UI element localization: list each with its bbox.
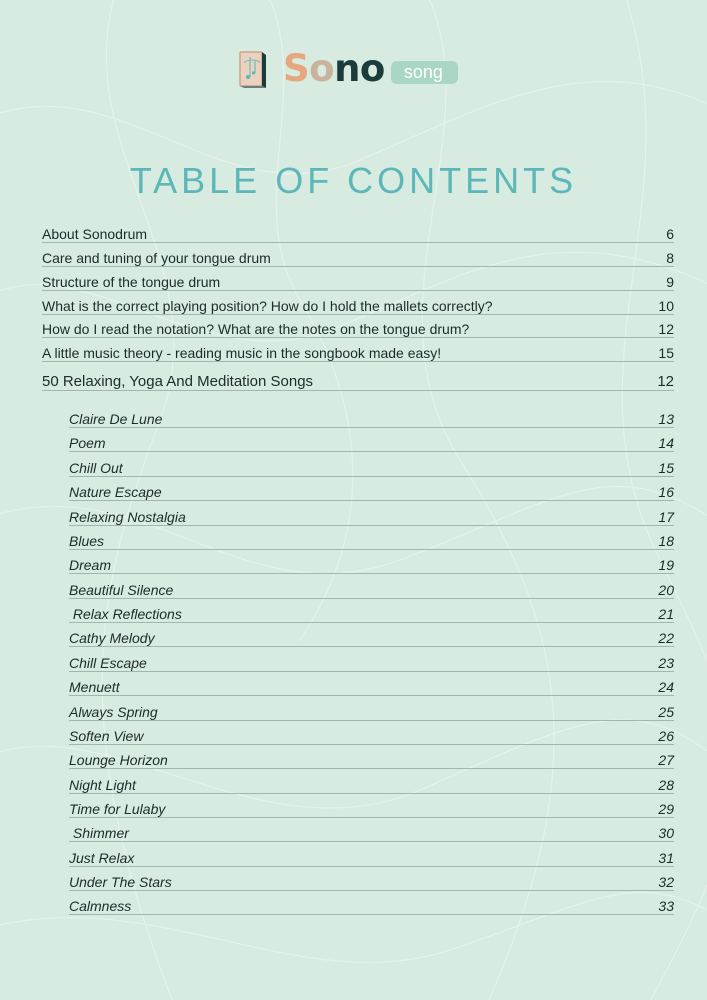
toc-song-page: 19	[658, 557, 674, 573]
toc-song-label: Shimmer	[69, 825, 129, 841]
brand-letters-no: no	[334, 47, 385, 90]
toc-song-page: 16	[658, 484, 674, 500]
toc-song-label: Cathy Melody	[69, 630, 155, 646]
toc-song-label: Poem	[69, 435, 106, 451]
toc-entry[interactable]	[42, 294, 674, 315]
toc-song-entry[interactable]	[69, 578, 674, 599]
toc-song-entry[interactable]	[69, 602, 674, 623]
toc-song-entry[interactable]	[69, 748, 674, 769]
toc-song-page: 24	[658, 679, 674, 695]
toc-entry[interactable]	[42, 270, 674, 291]
toc-song-page: 32	[658, 874, 674, 890]
toc-song-label: Dream	[69, 557, 112, 573]
toc-song-page: 33	[658, 898, 674, 914]
toc-song-entry[interactable]	[69, 846, 674, 867]
toc-entry-page: 15	[658, 345, 674, 361]
toc-entry-page: 10	[658, 298, 674, 314]
toc-song-label: Claire De Lune	[69, 411, 163, 427]
toc-song-label: Lounge Horizon	[69, 752, 168, 768]
toc-song-label: Time for Lulaby	[69, 801, 166, 817]
toc-section-page: 12	[657, 373, 674, 390]
toc-entry-page: 8	[666, 250, 674, 266]
toc-song-page: 28	[658, 777, 674, 793]
toc-entry[interactable]	[42, 246, 674, 267]
toc-song-page: 30	[658, 825, 674, 841]
brand-letter-s: S	[283, 47, 310, 90]
toc-song-page: 23	[658, 655, 674, 671]
toc-song-label: Blues	[69, 533, 105, 549]
toc-song-label: Relax Reflections	[69, 606, 182, 622]
toc-song-label: Calmness	[69, 898, 132, 914]
toc-song-label: Night Light	[69, 777, 136, 793]
toc-song-entry[interactable]	[69, 626, 674, 647]
brand-letter-o: o	[309, 47, 335, 90]
toc-song-label: Chill Out	[69, 460, 123, 476]
toc-entry[interactable]	[42, 341, 674, 362]
toc-song-entry[interactable]	[69, 894, 674, 915]
table-of-contents	[42, 0, 674, 1000]
toc-song-page: 25	[658, 704, 674, 720]
toc-song-page: 18	[658, 533, 674, 549]
toc-song-label: Chill Escape	[69, 655, 147, 671]
toc-song-label: Soften View	[69, 728, 144, 744]
toc-song-entry[interactable]	[69, 456, 674, 477]
toc-entry-label: Structure of the tongue drum	[42, 274, 221, 290]
toc-song-page: 20	[658, 582, 674, 598]
toc-song-entry[interactable]	[69, 773, 674, 794]
toc-song-page: 17	[658, 509, 674, 525]
toc-song-page: 26	[658, 728, 674, 744]
page-title: TABLE OF CONTENTS	[129, 160, 578, 202]
toc-entry-page: 9	[666, 274, 674, 290]
toc-song-label: Under The Stars	[69, 874, 172, 890]
toc-song-entry[interactable]	[69, 651, 674, 672]
toc-song-entry[interactable]	[69, 431, 674, 452]
toc-song-entry[interactable]	[69, 505, 674, 526]
toc-song-label: Beautiful Silence	[69, 582, 174, 598]
toc-song-label: Menuett	[69, 679, 120, 695]
toc-entry-label: How do I read the notation? What are the notes on the tongue drum?	[42, 321, 470, 337]
toc-song-page: 27	[658, 752, 674, 768]
toc-song-page: 15	[658, 460, 674, 476]
toc-song-entry[interactable]	[69, 407, 674, 428]
toc-song-label: Always Spring	[69, 704, 158, 720]
toc-song-entry[interactable]	[69, 700, 674, 721]
toc-entry-label: A little music theory - reading music in the songbook made easy!	[42, 345, 442, 361]
toc-song-entry[interactable]	[69, 724, 674, 745]
toc-song-page: 31	[658, 850, 674, 866]
toc-entry[interactable]	[42, 317, 674, 338]
toc-song-entry[interactable]	[69, 553, 674, 574]
toc-entry-label: Care and tuning of your tongue drum	[42, 250, 271, 266]
toc-entry-page: 12	[658, 321, 674, 337]
toc-song-entry[interactable]	[69, 797, 674, 818]
toc-entry-page: 6	[666, 226, 674, 242]
toc-song-page: 14	[658, 435, 674, 451]
toc-song-page: 22	[658, 630, 674, 646]
toc-song-entry[interactable]	[69, 821, 674, 842]
toc-song-page: 29	[658, 801, 674, 817]
toc-song-label: Nature Escape	[69, 484, 162, 500]
toc-song-entry[interactable]	[69, 870, 674, 891]
toc-song-entry[interactable]	[69, 480, 674, 501]
toc-song-page: 13	[658, 411, 674, 427]
toc-song-label: Just Relax	[69, 850, 135, 866]
toc-entry-label: What is the correct playing position? How do I hold the mallets correctly?	[42, 298, 493, 314]
toc-entry[interactable]	[42, 222, 674, 243]
toc-song-entry[interactable]	[69, 675, 674, 696]
toc-song-label: Relaxing Nostalgia	[69, 509, 186, 525]
toc-song-page: 21	[658, 606, 674, 622]
brand-tag: song	[391, 61, 458, 84]
toc-song-entry[interactable]	[69, 529, 674, 550]
toc-section-heading[interactable]	[42, 370, 674, 391]
toc-entry-label: About Sonodrum	[42, 226, 148, 242]
toc-section-label: 50 Relaxing, Yoga And Meditation Songs	[42, 373, 314, 390]
